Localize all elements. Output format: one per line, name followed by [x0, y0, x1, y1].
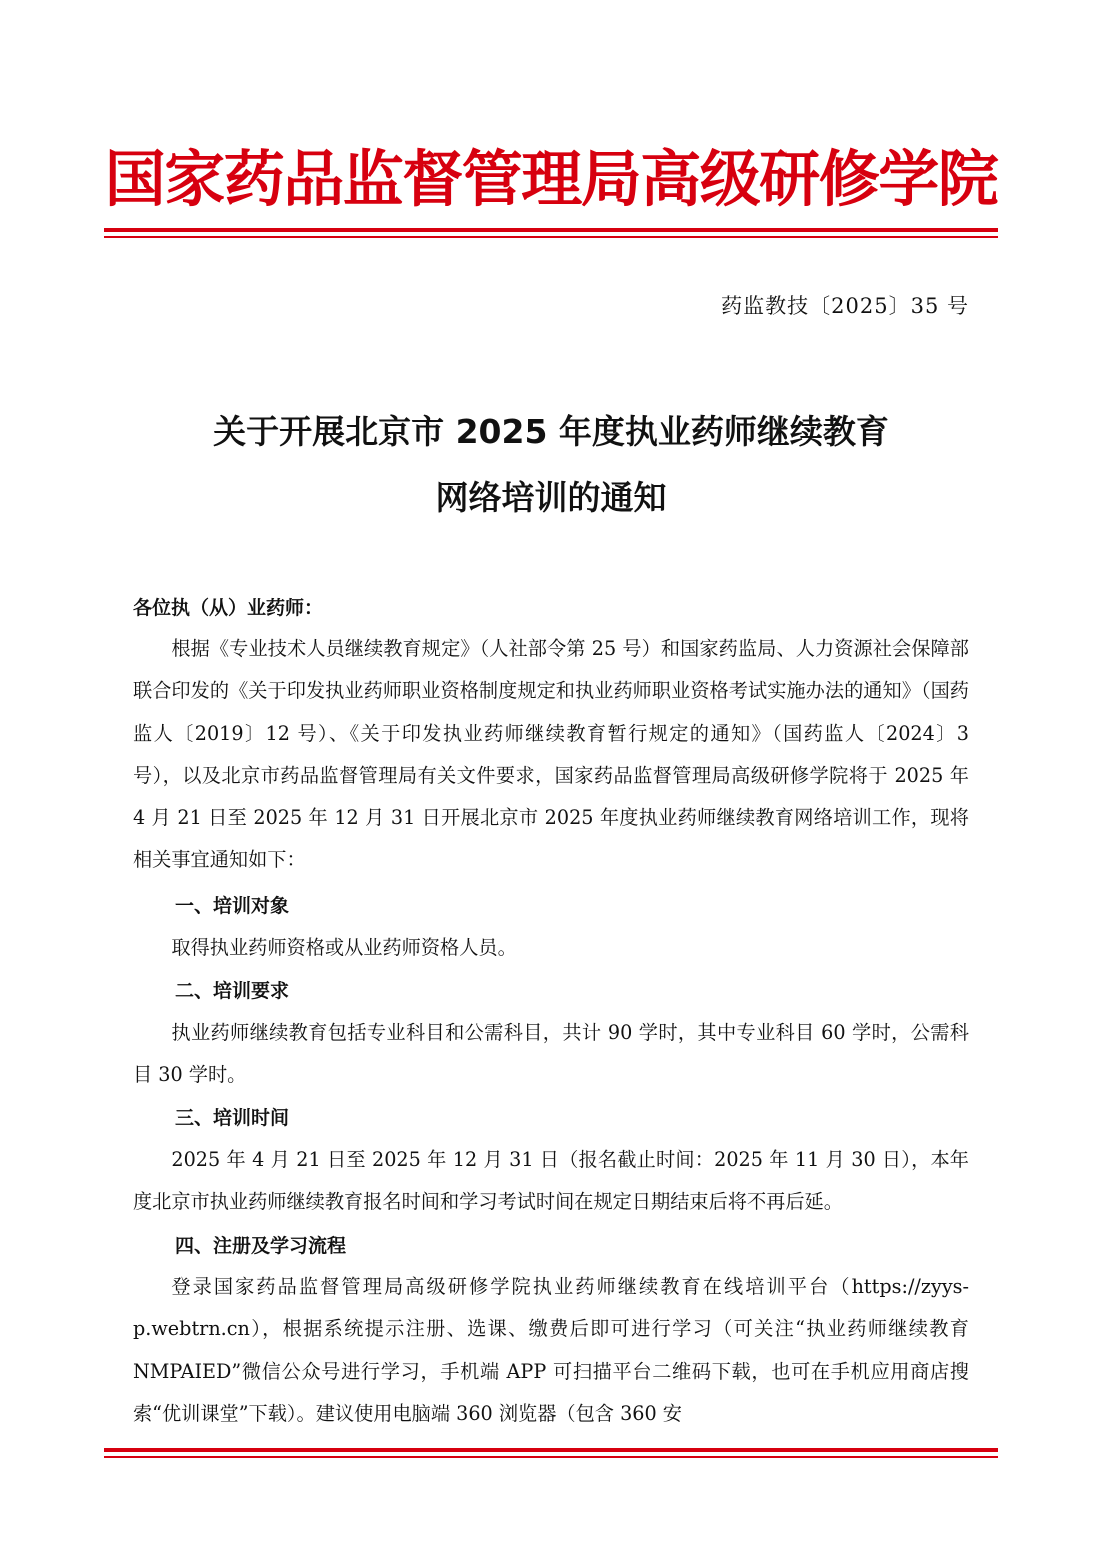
section-text-3: 2025 年 4 月 21 日至 2025 年 12 月 31 日（报名截止时间：2025 年 11 月 30 日），本年度北京市执业药师继续教育报名时间和学习考试时间在规定日期结束后将不再后延。 [133, 1148, 969, 1214]
section-heading-3: 三、培训时间 [175, 1107, 290, 1129]
header-divider-thick [104, 228, 998, 232]
header-divider-thin [104, 236, 998, 238]
institution-title: 国家药品监督管理局高级研修学院 [104, 144, 998, 215]
section-text-4: 登录国家药品监督管理局高级研修学院执业药师继续教育在线培训平台（https://zyys-p.webtrn.cn），根据系统提示注册、选课、缴费后即可进行学习（可关注“执业药师继续教育 NMPAIED”微信公众号进行学习，手机端 APP 可扫描平台二维码下载，也可在手机应用商店搜索“优训课堂”下载）。建议使用电脑端 360 浏览器（包含 360 安 [133, 1275, 969, 1425]
section-text-1: 取得执业药师资格或从业药师资格人员。 [171, 936, 517, 959]
document-title-line-1: 关于开展北京市 2025 年度执业药师继续教育 [213, 412, 889, 451]
footer-divider-thin [104, 1456, 998, 1458]
document-number: 药监教技〔2025〕35 号 [721, 294, 969, 318]
section-heading-1: 一、培训对象 [175, 895, 290, 917]
footer-divider-thick [104, 1448, 998, 1452]
section-text-2: 执业药师继续教育包括专业科目和公需科目，共计 90 学时，其中专业科目 60 学时，公需科目 30 学时。 [133, 1021, 969, 1087]
salutation: 各位执（从）业药师： [133, 597, 324, 619]
section-heading-4: 四、注册及学习流程 [175, 1235, 347, 1257]
section-heading-2: 二、培训要求 [175, 980, 290, 1002]
intro-paragraph: 根据《专业技术人员继续教育规定》（人社部令第 25 号）和国家药监局、人力资源社会保障部联合印发的《关于印发执业药师职业资格制度规定和执业药师职业资格考试实施办法的通知》（国药监人〔2019〕12 号）、《关于印发执业药师继续教育暂行规定的通知》（国药监人〔2024〕3 号），以及北京市药品监督管理局有关文件要求，国家药品监督管理局高级研修学院将于 2025 年 4 月 21 日至 2025 年 12 月 31 日开展北京市 2025 年度执业药师继续教育网络培训工作，现将相关事宜通知如下： [133, 637, 969, 872]
document-title-line-2: 网络培训的通知 [435, 478, 667, 517]
